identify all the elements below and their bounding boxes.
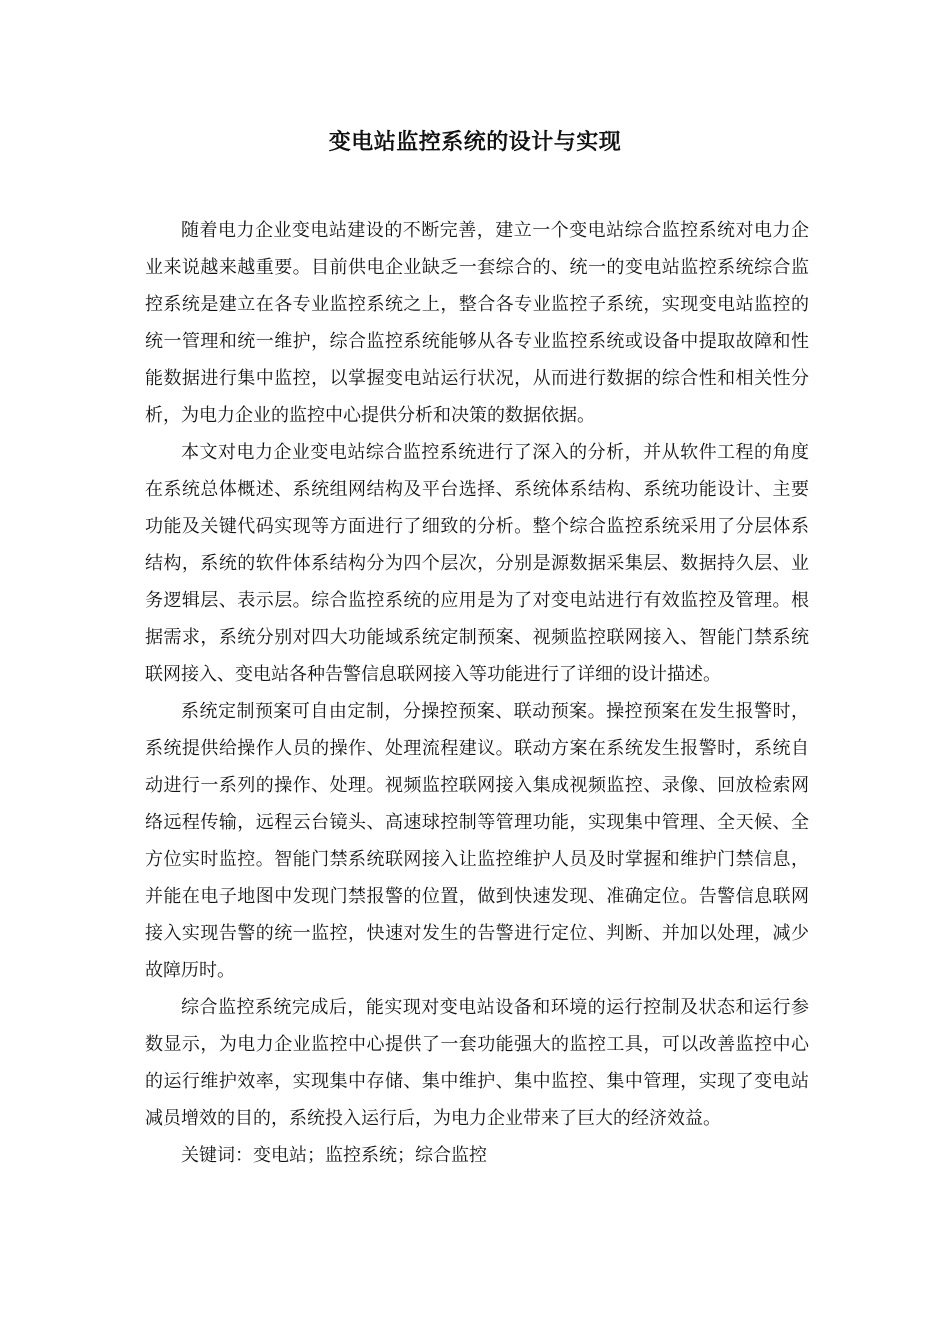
keywords-line: 关键词：变电站；监控系统；综合监控	[181, 1145, 487, 1166]
paragraph-1: 随着电力企业变电站建设的不断完善，建立一个变电站综合监控系统对电力企业来说越来越重要。目前供电企业缺乏一套综合的、统一的变电站监控系统综合监控系统是建立在各专业监控系统之上，整合各专业监控子系统，实现变电站监控的统一管理和统一维护，综合监控系统能够从各专业监控系统或设备中提取故障和性能数据进行集中监控，以掌握变电站运行状况，从而进行数据的综合性和相关性分析，为电力企业的监控中心提供分析和决策的数据依据。	[145, 220, 809, 426]
page-title: 变电站监控系统的设计与实现	[328, 129, 622, 155]
paragraph-4: 综合监控系统完成后，能实现对变电站设备和环境的运行控制及状态和运行参数显示，为电力企业监控中心提供了一套功能强大的监控工具，可以改善监控中心的运行维护效率，实现集中存储、集中维护、集中监控、集中管理，实现了变电站减员增效的目的，系统投入运行后，为电力企业带来了巨大的经济效益。	[145, 997, 809, 1129]
abstract-body	[145, 212, 809, 1174]
paragraph-2: 本文对电力企业变电站综合监控系统进行了深入的分析，并从软件工程的角度在系统总体概述、系统组网结构及平台选择、系统体系结构、系统功能设计、主要功能及关键代码实现等方面进行了细致的分析。整个综合监控系统采用了分层体系结构，系统的软件体系结构分为四个层次，分别是源数据采集层、数据持久层、业务逻辑层、表示层。综合监控系统的应用是为了对变电站进行有效监控及管理。根据需求，系统分别对四大功能域系统定制预案、视频监控联网接入、智能门禁系统联网接入、变电站各种告警信息联网接入等功能进行了详细的设计描述。	[145, 442, 809, 685]
paragraph-3: 系统定制预案可自由定制，分操控预案、联动预案。操控预案在发生报警时，系统提供给操作人员的操作、处理流程建议。联动方案在系统发生报警时，系统自动进行一系列的操作、处理。视频监控联网接入集成视频监控、录像、回放检索网络远程传输，远程云台镜头、高速球控制等管理功能，实现集中管理、全天候、全方位实时监控。智能门禁系统联网接入让监控维护人员及时掌握和维护门禁信息，并能在电子地图中发现门禁报警的位置，做到快速发现、准确定位。告警信息联网接入实现告警的统一监控，快速对发生的告警进行定位、判断、并加以处理，减少故障历时。	[145, 701, 809, 981]
